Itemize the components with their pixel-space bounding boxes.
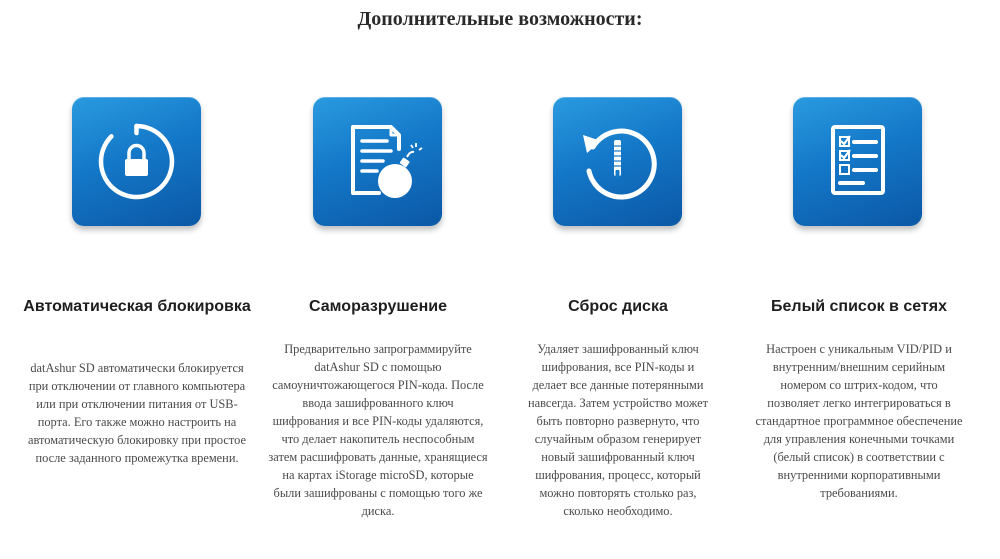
feature-network-whitelist: [738, 0, 980, 559]
document-bomb-icon: [313, 97, 442, 226]
feature-description: Предварительно запрограммируйте datAshur SD с помощью самоуничтожающегося PIN-кода. После ввода зашифрованного ключ шифрования и все PIN-коды удаляются, что делает накопитель неспособным затем расшифровать данные, хранящиеся на картах iStorage microSD, которые были зашифрованы с помощью того же диска.: [268, 342, 488, 518]
feature-self-destruct: [258, 0, 498, 559]
feature-description: datAshur SD автоматически блокируется при отключении от главного компьютера или при отключении питания от USB-порта. Его также можно настроить на автоматическую блокировку при простое после заданного промежутка времени.: [27, 361, 247, 465]
lock-timer-icon: [72, 97, 201, 226]
checklist-icon: [793, 97, 922, 226]
feature-title: Белый список в сетях: [771, 298, 947, 315]
feature-auto-lock: [17, 0, 257, 559]
feature-title: Автоматическая блокировка: [23, 298, 251, 315]
feature-description: Настроен с уникальным VID/PID и внутренним/внешним серийным номером со штрих-кодом, что позволяет легко интегрироваться в стандартное программное обеспечение для управления конечными точками (белый список) в соответствии с внутренними корпоративными требованиями.: [755, 342, 963, 500]
feature-description: Удаляет зашифрованный ключ шифрования, все PIN-коды и делает все данные потерянными навсегда. Затем устройство может быть повторно развернуто, что случайным образом генерирует новый зашифрованный ключ шифрования, процесс, который можно повторять столько раз, сколько необходимо.: [527, 342, 709, 518]
page-title: Дополнительные возможности:: [357, 8, 643, 30]
feature-title: Саморазрушение: [309, 298, 447, 315]
reset-zipper-icon: [553, 97, 682, 226]
feature-drive-reset: [498, 0, 738, 559]
feature-title: Сброс диска: [568, 298, 668, 315]
